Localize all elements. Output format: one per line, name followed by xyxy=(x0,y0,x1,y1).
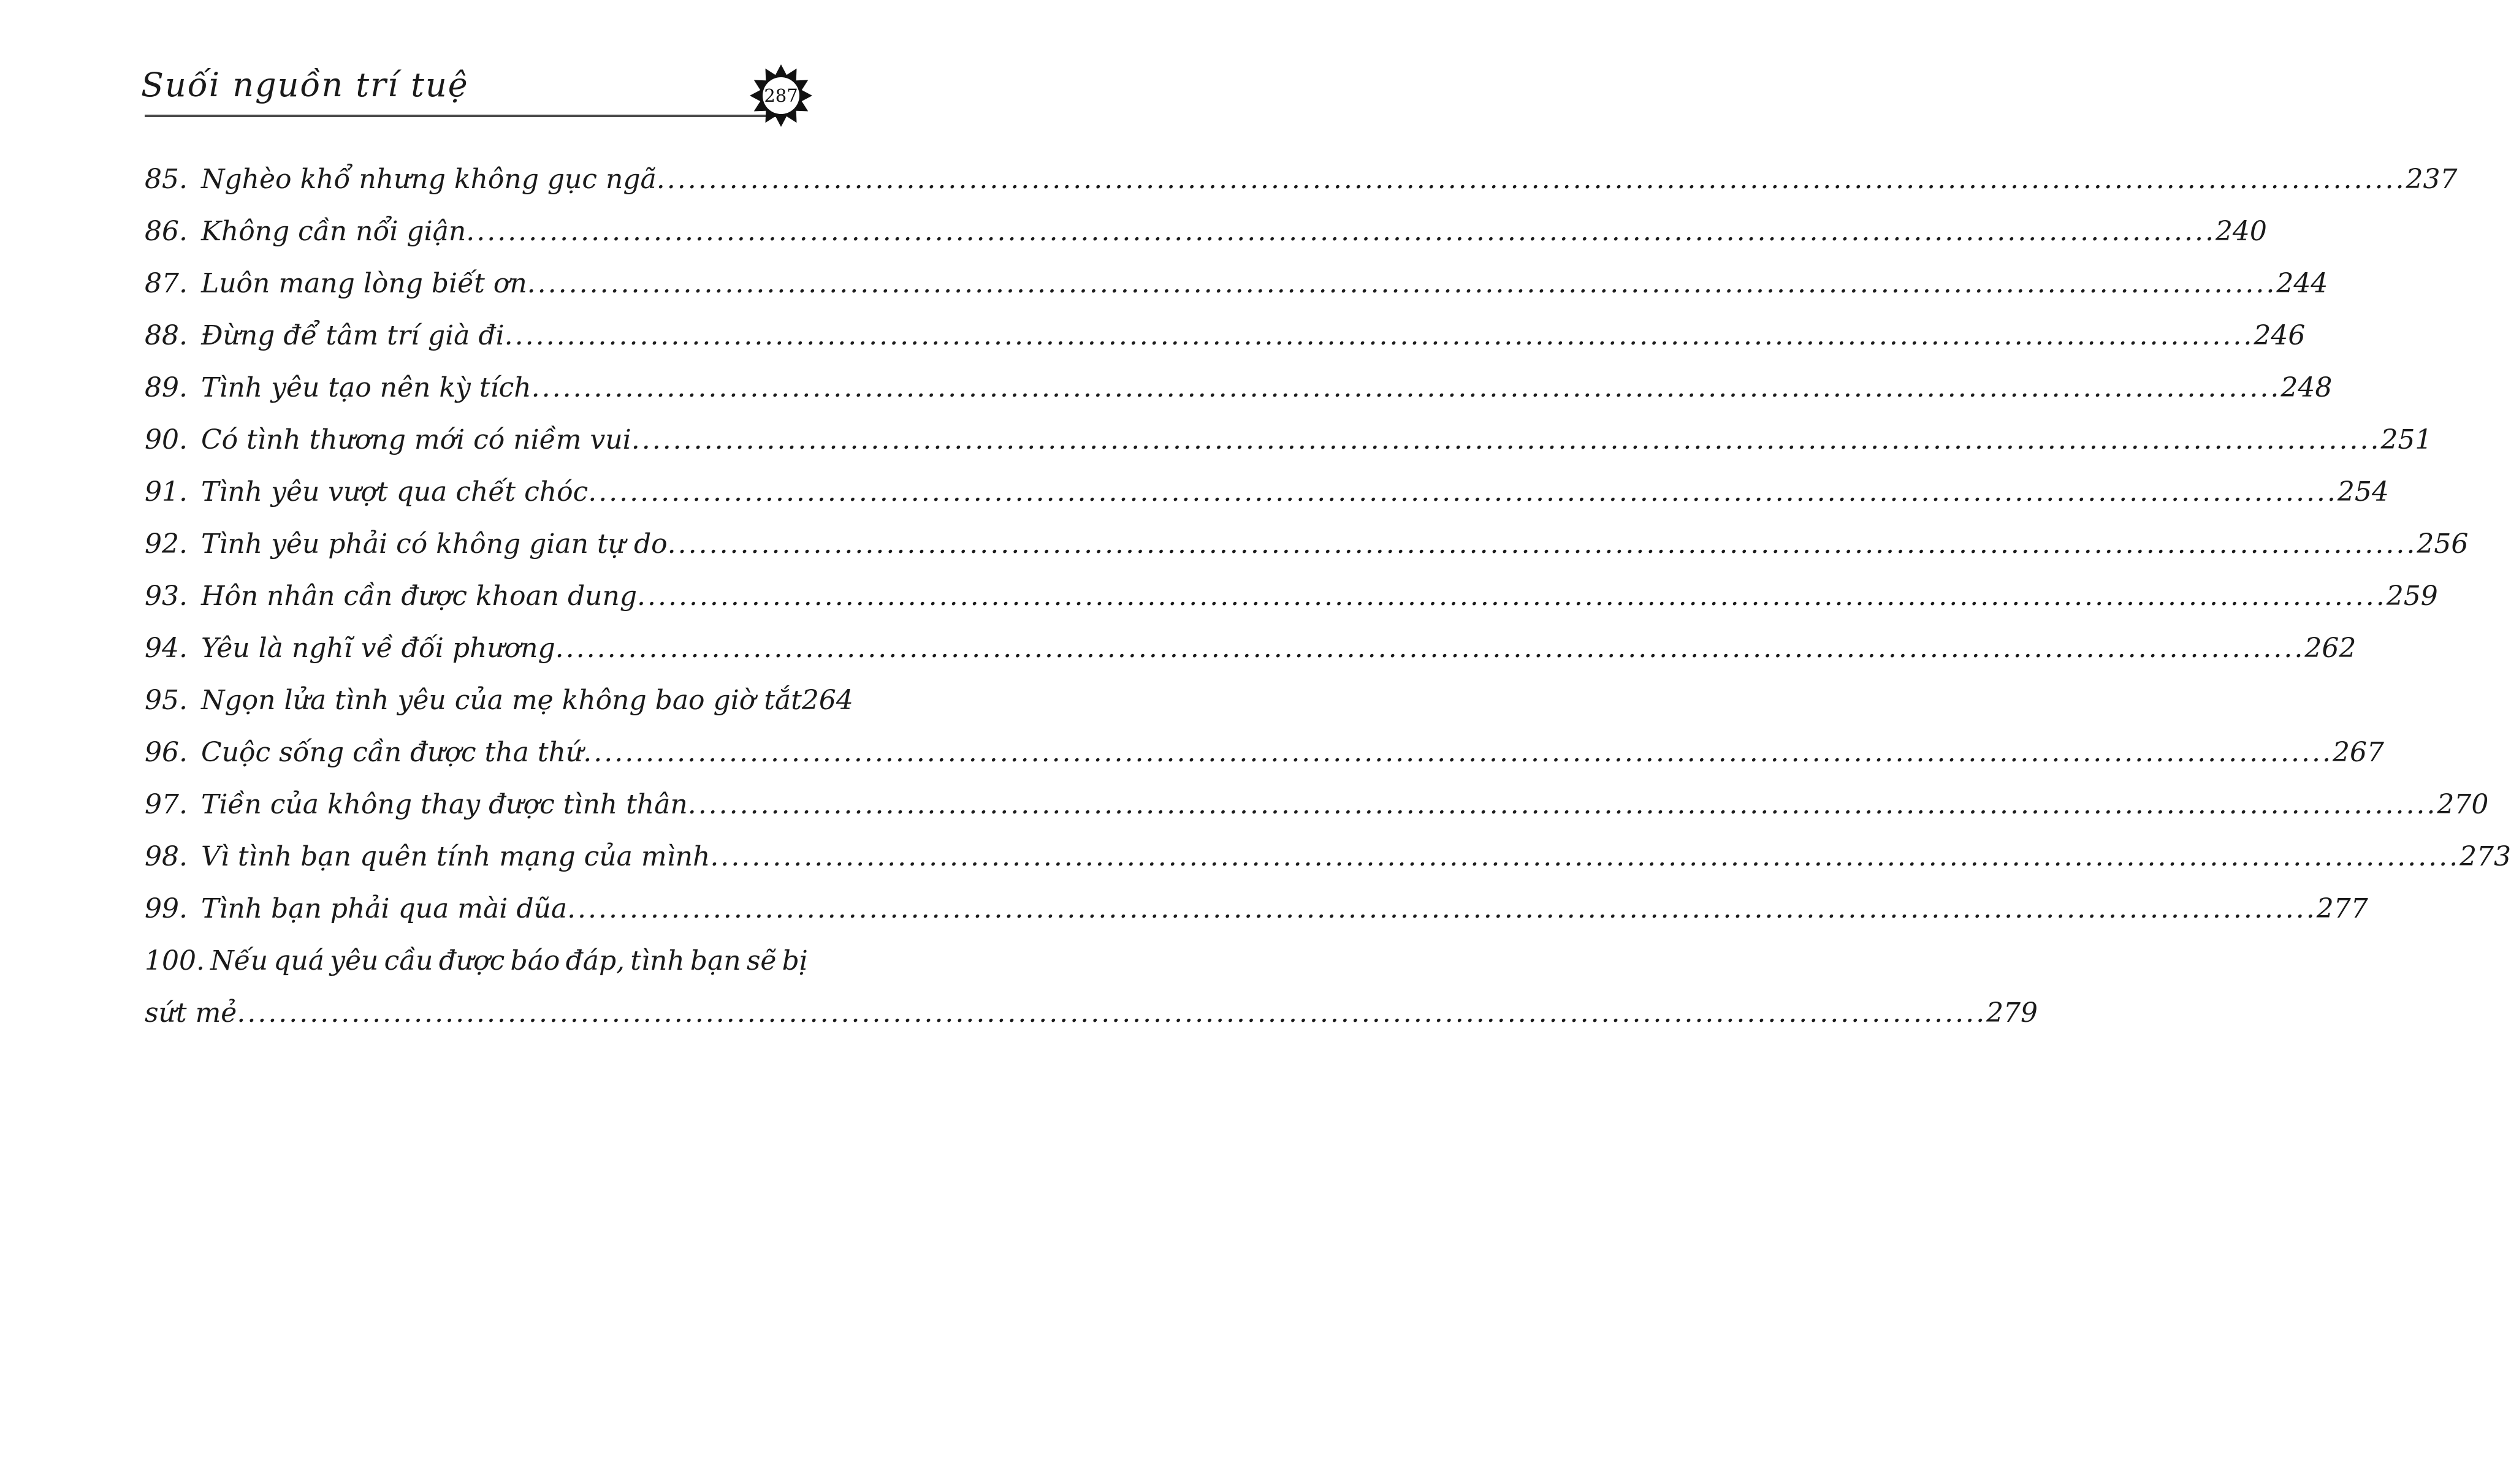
toc-entry-number: 98. xyxy=(145,841,188,872)
toc-entry-number: 92. xyxy=(145,528,188,560)
page-number-badge xyxy=(749,64,813,127)
toc-entry xyxy=(145,153,2458,205)
dot-leader xyxy=(237,987,1986,1039)
toc-entry-page: 279 xyxy=(1986,997,2038,1029)
dot-leader xyxy=(657,153,2406,205)
dot-leader xyxy=(532,362,2281,414)
toc-entry-title-word: được xyxy=(438,945,505,976)
toc-entry-title-word: sẽ xyxy=(746,945,777,976)
toc-entry xyxy=(145,883,2368,935)
toc-entry-title: Tình yêu tạo nên kỳ tích xyxy=(200,372,532,403)
dot-leader xyxy=(588,466,2338,518)
dot-leader xyxy=(583,726,2333,778)
toc-entry-title-word: bạn xyxy=(690,945,741,976)
toc-entry-title-line xyxy=(145,935,808,987)
toc-entry-title-word: yêu xyxy=(330,945,379,976)
dot-leader xyxy=(668,518,2417,570)
toc-entry-continuation-line xyxy=(145,987,2038,1039)
toc-entry-title-word: tình xyxy=(630,945,685,976)
toc-entry-number: 99. xyxy=(145,893,188,924)
toc-entry-title-word: cầu xyxy=(384,945,433,976)
toc-entry-number: 90. xyxy=(145,424,188,455)
toc-entry xyxy=(145,778,2489,831)
dot-leader xyxy=(631,414,2381,466)
dot-leader xyxy=(527,257,2277,310)
dot-leader xyxy=(466,205,2216,257)
toc-entry-title: Có tình thương mới có niềm vui xyxy=(200,424,631,455)
toc-entry-title: Nghèo khổ nhưng không gục ngã xyxy=(200,164,657,195)
toc-entry-page: 240 xyxy=(2215,216,2267,247)
dot-leader xyxy=(505,310,2254,362)
toc-entry-number: 100. xyxy=(145,945,205,976)
dot-leader xyxy=(637,570,2387,622)
toc-entry-title: Yêu là nghĩ về đối phương xyxy=(200,633,555,664)
toc-entry-page: 244 xyxy=(2276,268,2328,299)
toc-entry-page: 267 xyxy=(2332,737,2384,768)
toc-entry xyxy=(145,205,2267,257)
toc-entry-title: Tiền của không thay được tình thân xyxy=(200,789,688,820)
toc-entry-title-word: Nếu xyxy=(210,945,269,976)
toc-entry-number: 93. xyxy=(145,580,188,612)
dot-leader xyxy=(555,622,2305,674)
toc-entry-title: Tình yêu phải có không gian tự do xyxy=(200,528,668,560)
toc-entry-page: 270 xyxy=(2437,789,2489,820)
toc-entry xyxy=(145,466,2389,518)
toc-entry xyxy=(145,674,853,726)
toc-entry xyxy=(145,726,2384,778)
toc-entry xyxy=(145,831,2511,883)
toc-entry-page: 251 xyxy=(2380,424,2433,455)
table-of-contents xyxy=(145,153,2511,1039)
toc-entry-page: 262 xyxy=(2304,633,2357,664)
toc-entry-title: Hôn nhân cần được khoan dung xyxy=(200,580,638,612)
toc-entry-page: 254 xyxy=(2337,476,2389,508)
toc-entry-title: Đừng để tâm trí già đi xyxy=(200,320,505,351)
toc-entry-page: 237 xyxy=(2406,164,2458,195)
toc-entry-number: 94. xyxy=(145,633,188,664)
toc-entry-title: Tình yêu vượt qua chết chóc xyxy=(200,476,589,508)
toc-entry-page: 248 xyxy=(2280,372,2333,403)
toc-entry xyxy=(145,362,2333,414)
toc-entry-number: 88. xyxy=(145,320,188,351)
toc-entry-title-word: bị xyxy=(782,945,808,976)
dot-leader xyxy=(688,778,2437,831)
toc-entry-title-word: báo xyxy=(510,945,560,976)
toc-entry-page: 264 xyxy=(801,685,853,716)
toc-entry-page: 259 xyxy=(2386,580,2438,612)
toc-entry xyxy=(145,310,2306,362)
toc-entry-title: Ngọn lửa tình yêu của mẹ không bao giờ tắt xyxy=(200,685,802,716)
toc-entry-title: Không cần nổi giận xyxy=(200,216,467,247)
toc-entry-title: Luôn mang lòng biết ơn xyxy=(200,268,527,299)
toc-entry xyxy=(145,622,2357,674)
toc-entry xyxy=(145,518,2469,570)
toc-entry-number: 91. xyxy=(145,476,188,508)
header-rule xyxy=(145,115,782,117)
toc-entry-number: 87. xyxy=(145,268,188,299)
toc-entry-page: 256 xyxy=(2417,528,2469,560)
toc-entry-title-word: đáp, xyxy=(565,945,625,976)
toc-entry-title: sứt mẻ xyxy=(145,997,237,1029)
toc-entry-number: 96. xyxy=(145,737,188,768)
toc-entry-title-word: quá xyxy=(273,945,324,976)
toc-entry-number: 89. xyxy=(145,372,188,403)
page-number: 287 xyxy=(764,85,798,106)
toc-entry-number: 85. xyxy=(145,164,188,195)
running-header-title: Suối nguồn trí tuệ xyxy=(141,66,469,104)
toc-entry-page: 246 xyxy=(2254,320,2306,351)
toc-entry-page: 273 xyxy=(2460,841,2511,872)
toc-entry-title: Tình bạn phải qua mài dũa xyxy=(200,893,568,924)
toc-entry-title: Cuộc sống cần được tha thứ xyxy=(200,737,584,768)
toc-entry xyxy=(145,414,2433,466)
dot-leader xyxy=(710,831,2460,883)
toc-entry xyxy=(145,935,2038,1039)
toc-entry-number: 95. xyxy=(145,685,188,716)
toc-entry xyxy=(145,257,2328,310)
toc-entry-number: 97. xyxy=(145,789,188,820)
toc-entry xyxy=(145,570,2438,622)
toc-entry-number: 86. xyxy=(145,216,188,247)
dot-leader xyxy=(567,883,2317,935)
toc-entry-title: Vì tình bạn quên tính mạng của mình xyxy=(200,841,711,872)
toc-entry-page: 277 xyxy=(2316,893,2368,924)
